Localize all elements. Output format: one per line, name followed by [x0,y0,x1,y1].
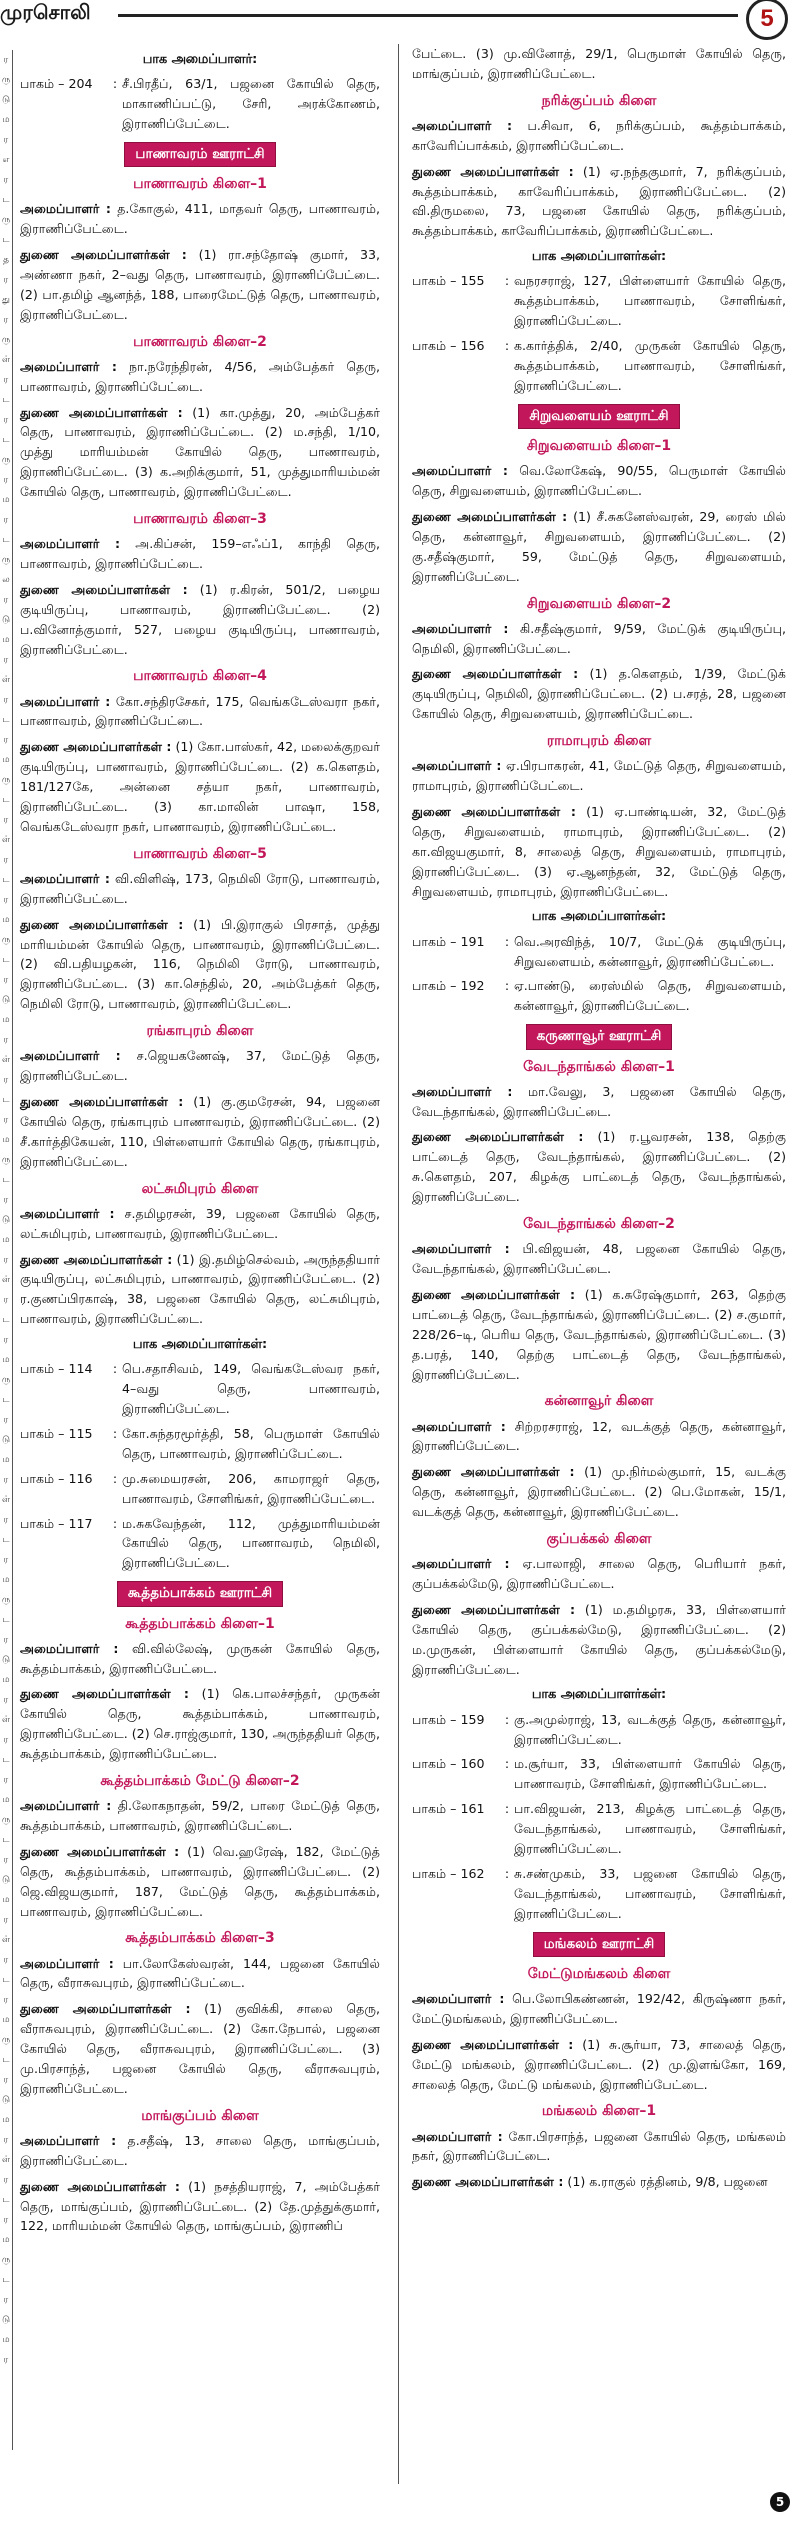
branch-block [20,1927,380,2098]
sliver-fragment: ர [3,595,9,605]
sliver-fragment: ம [2,2015,10,2025]
sliver-fragment: டு [1,95,11,105]
organiser-entry: அமைப்பாளர் : வெ.லோகேஷ், 90/55, பெருமாள் கோயில் தெரு, சிறுவளையம், இராணிப்பேட்டை. [412,463,786,499]
sliver-fragment: ட [2,1175,10,1185]
sliver-fragment: ர [3,315,9,325]
sliver-fragment: ர [3,655,9,665]
sliver-fragment: ட [2,1535,10,1545]
sliver-fragment: ர [3,1695,9,1705]
branch-block [412,1963,786,2095]
sliver-fragment: ட [2,2195,10,2205]
booth-row: பாகம் – 192 : ஏ.பாண்டு, ரைஸ்மில் தெரு, சிறுவளையம், கன்னாவூர், இராணிப்பேட்டை. [412,976,786,1016]
sliver-fragment: ர [3,1035,9,1045]
organiser-entry: அமைப்பாளர் : ப.சிவா, 6, நரிக்குப்பம், கூத்தம்பாக்கம், காவேரிப்பாக்கம், இராணிப்பேட்டை. [412,117,786,153]
organiser-entry: அமைப்பாளர் : ச.ஜெயகணேஷ், 37, மேட்டுத் தெரு, இராணிப்பேட்டை. [20,1048,381,1084]
deputy-organisers-entry: துணை அமைப்பாளர்கள் : (1) ஏ.பாண்டியன், 32, மேட்டுத் தெரு, சிறுவளையம், ராமாபுரம், இராணிப்பேட்டை. (2) கா.விஜயகுமார், 8, சாலைத் தெரு, சிறுவளையம், ராமாபுரம், இராணிப்பேட்டை. (3) ஏ.ஆனந்தன், 32, மேட்டுத் தெரு, சிறுவளையம், ராமாபுரம், இராணிப்பேட்டை. [412,804,786,899]
deputy-organisers-entry: துணை அமைப்பாளர்கள் : (1) சு.சூர்யா, 73, சாலைத் தெரு, மேட்டு மங்கலம், இராணிப்பேட்டை. (2) மு.இளங்கோ, 169, சாலைத் தெரு, மேட்டு மங்கலம், இராணிப்பேட்டை. [412,2036,786,2092]
branch-title: நரிக்குப்பம் கிளை [541,92,657,109]
sliver-fragment: ம [2,1235,10,1245]
sliver-fragment: ட [2,795,10,805]
sliver-fragment: ர [3,1735,9,1745]
sliver-fragment: ர [3,1255,9,1265]
sliver-fragment: ரு [1,2035,11,2045]
deputy-organisers-entry: துணை அமைப்பாளர்கள் : (1) கா.முத்து, 20, அம்பேத்கர் தெரு, பாணாவரம், இராணிப்பேட்டை. (2) ம.சந்தி, 1/10, முத்து மாரியம்மன் கோயில் தெரு, பாணாவரம், இராணிப்பேட்டை. (3) க.அறிக்குமார், 51, முத்துமாரியம்மன் கோயில் தெரு, பாணாவரம், இராணிப்பேட்டை. [20,404,380,500]
branch-block [20,173,380,324]
sliver-fragment: ட [2,875,10,885]
deputy-organisers-entry: துணை அமைப்பாளர்கள் : (1) மு.நிர்மல்குமார், 15, வடக்கு தெரு, கன்னாவூர், இராணிப்பேட்டை. (2) பெ.மோகன், 15/1, வடக்குத் தெரு, கன்னாவூர், இராணிப்பேட்டை. [412,1464,786,1520]
booth-number: பாகம் – 160 [412,1756,485,1772]
booth-list [412,932,786,1017]
sliver-fragment: ர [3,1475,9,1485]
sliver-fragment: ர [3,1635,9,1645]
branch-block [20,665,380,836]
deputy-organisers-entry: துணை அமைப்பாளர்கள் : (1) கெ.பாலச்சந்தர், முருகன் கோயில் தெரு, கூத்தம்பாக்கம், பாணாவரம், இராணிப்பேட்டை. (2) செ.ராஜ்குமார், 130, அருந்ததியர் தெரு, கூத்தம்பாக்கம், இராணிப்பேட்டை. [20,1686,380,1762]
sliver-fragment: ம [2,2115,10,2125]
panchayat-heading: சிறுவளையம் ஊராட்சி [518,404,679,429]
booth-person: கு.அமுல்ராஜ், 13, வடக்குத் தெரு, கன்னாவூர், இராணிப்பேட்டை. [514,1711,786,1747]
sliver-fragment: ர [3,855,9,865]
booth-number: பாகம் – 156 [412,338,485,354]
sliver-fragment: ர [3,815,9,825]
sliver-fragment: டு [1,615,11,625]
booth-row: பாகம் – 162 : சு.சண்முகம், 33, பஜனை கோயில் தெரு, வேடந்தாங்கல், பாணாவரம், சோளிங்கர், இராணிப்பேட்டை. [412,1864,786,1924]
booth-person: மு.சுமையரசன், 206, காமராஜர் தெரு, பாணாவரம், சோளிங்கர், இராணிப்பேட்டை. [122,1470,380,1506]
branch-title: பாணாவரம் கிளை–2 [133,333,267,350]
branch-title: குப்பக்கல் கிளை [546,1530,652,1547]
branch-block [20,2105,380,2237]
booth-number: பாகம் – 115 [20,1425,93,1441]
organiser-entry: அமைப்பாளர் : தி.லோகநாதன், 59/2, பாரை மேட்டுத் தெரு, கூத்தம்பாக்கம், பாணாவரம், இராணிப்பேட்டை. [20,1798,381,1833]
organiser-entry: அமைப்பாளர் : வி.விளிஷ், 173, நெமிலி ரோடு, பாணாவரம், இராணிப்பேட்டை. [20,870,380,906]
booth-number: பாகம் – 162 [412,1865,485,1881]
organiser-entry: அமைப்பாளர் : பா.லோகேஸ்வரன், 144, பஜனை கோயில் தெரு, வீராசுவபுரம், இராணிப்பேட்டை. [20,1955,381,1991]
footer-page-number: 5 [770,2492,790,2512]
sliver-fragment: ம [2,1895,10,1905]
sliver-fragment: ரு [1,215,11,225]
branch-title: கூத்தம்பாக்கம் மேட்டு கிளை–2 [100,1772,300,1789]
branch-block [412,2100,786,2192]
branch-block [20,1020,380,1171]
booth-list [412,1710,786,1924]
sliver-fragment: ட [2,235,10,245]
sliver-fragment: டு [1,995,11,1005]
booth-number: பாகம் – 117 [20,1515,93,1531]
deputy-organisers-entry: துணை அமைப்பாளர்கள் : (1) ர.பூவரசன், 138, தெற்கு பாட்டைத் தெரு, வேடந்தாங்கல், இராணிப்பேட்டை. (2) சு.கௌதம், 207, கிழக்கு பாட்டைத் தெரு, வேடந்தாங்கல், இராணிப்பேட்டை. [412,1129,786,1205]
page-number-badge: 5 [746,0,788,40]
panchayat-heading: பாணாவரம் ஊராட்சி [124,142,275,167]
booth-row: பாகம் – 117 : ம.சுகவேந்தன், 112, முத்துமாரியம்மன் கோயில் தெரு, பாணாவரம், நெமிலி, இராணிப்பேட்டை. [20,1514,380,1574]
sliver-fragment: ர [3,2075,9,2085]
sliver-fragment: ட [2,395,10,405]
booth-person: சு.சண்முகம், 33, பஜனை கோயில் தெரு, வேடந்தாங்கல், பாணாவரம், சோளிங்கர், இராணிப்பேட்டை. [514,1865,786,1921]
sliver-fragment: ள் [1,355,11,365]
page-header [0,0,800,44]
sliver-fragment: ர [3,375,9,385]
booth-list [20,1359,380,1573]
booth-row: பாகம் – 114 : பெ.சதாசிவம், 149, வெங்கடேஸ்வர நகர், 4–வது தெரு, பாணாவரம், இராணிப்பேட்டை. [20,1359,380,1419]
sliver-fragment: ட [2,2275,10,2285]
booth-heading: பாக அமைப்பாளர்கள்: [531,1687,667,1703]
sliver-fragment: ள் [1,1275,11,1285]
branch-block [20,1178,380,1329]
branch-title: லட்சுமிபுரம் கிளை [141,1180,259,1197]
branch-title: கூத்தம்பாக்கம் கிளை–1 [125,1615,275,1632]
sliver-fragment: ர [3,2135,9,2145]
sliver-fragment: ர [3,1855,9,1865]
sliver-fragment: ரு [1,1595,11,1605]
sliver-fragment: ம [2,635,10,645]
sliver-fragment: ரு [1,775,11,785]
sliver-fragment: ம [2,2335,10,2345]
deputy-organisers-entry: துணை அமைப்பாளர்கள் : (1) கு.குமரேசன், 94, பஜனை கோயில் தெரு, ரங்காபுரம் பாணாவரம், இராணிப்பேட்டை. (2) சீ.கார்த்திகேயன், 110, பிள்ளையார் கோயில் தெரு, ரங்காபுரம், இராணிப்பேட்டை. [20,1094,380,1169]
sliver-fragment: ட [2,1835,10,1845]
sliver-fragment: ர [3,2295,9,2305]
organiser-entry: அமைப்பாளர் : கி.சதீஷ்குமார், 9/59, மேட்டுக் குடியிருப்பு, நெமிலி, இராணிப்பேட்டை. [412,620,787,656]
branch-title: பாணாவரம் கிளை–4 [133,668,267,685]
branch-block [412,1213,786,1384]
sliver-fragment: ர [3,695,9,705]
sliver-fragment: ட [2,1395,10,1405]
booth-person: ம.சுகவேந்தன், 112, முத்துமாரியம்மன் கோயில் தெரு, பாணாவரம், நெமிலி, இராணிப்பேட்டை. [122,1515,380,1571]
branch-title: பாணாவரம் கிளை–1 [133,176,267,193]
sliver-fragment: ட [2,1975,10,1985]
sliver-fragment: ர [3,415,9,425]
organiser-entry: அமைப்பாளர் : ஏ.பிரபாகரன், 41, மேட்டுத் தெரு, சிறுவளையம், ராமாபுரம், இராணிப்பேட்டை. [412,758,787,794]
sliver-fragment: ள் [1,675,11,685]
booth-person: பா.விஜயன், 213, கிழக்கு பாட்டைத் தெரு, வேடந்தாங்கல், பாணாவரம், சோளிங்கர், இராணிப்பேட்டை. [514,1801,786,1856]
booth-row: பாகம் – 159 : கு.அமுல்ராஜ், 13, வடக்குத் தெரு, கன்னாவூர், இராணிப்பேட்டை. [412,1710,786,1750]
organiser-entry: அமைப்பாளர் : அ.கிப்சன், 159–எஃப்1, காந்தி தெரு, பாணாவரம், இராணிப்பேட்டை. [20,536,381,572]
sliver-fragment: ர [3,175,9,185]
sliver-fragment: ர [3,735,9,745]
sliver-fragment: ட [2,195,10,205]
sliver-fragment: ர [3,975,9,985]
branch-block [412,1528,786,1679]
booth-number: பாகம் – 204 [20,76,93,92]
booth-number: பாகம் – 161 [412,1801,485,1817]
deputy-organisers-entry: துணை அமைப்பாளர்கள் : (1) கோ.பாஸ்கர், 42, மலைக்குறவர் குடியிருப்பு, பாணாவரம், இராணிப்பேட்டை. (2) க.கௌதம், 181/127கே, அன்னை சத்யா நகர், பாணாவரம், இராணிப்பேட்டை. (3) கா.மாலின் பாஷா, 158, வெங்கடேஸ்வரா நகர், பாணாவரம், இராணிப்பேட்டை. [20,739,380,834]
sliver-fragment: ம [2,1355,10,1365]
sliver-fragment: ர [3,895,9,905]
deputy-organisers-entry: துணை அமைப்பாளர்கள் : (1) இ.தமிழ்செல்வம், அருந்ததியார் குடியிருப்பு, லட்சுமிபுரம், பாணாவரம், இராணிப்பேட்டை. (2) ர.குணப்பிரகாஷ், 38, பஜனை கோயில் தெரு, லட்சுமிபுரம், பாணாவரம், இராணிப்பேட்டை. [20,1251,380,1327]
branch-block [412,1390,786,1522]
sliver-fragment: ர [3,515,9,525]
column-right [412,44,786,2198]
branch-title: மங்கலம் கிளை–1 [541,2103,657,2120]
booth-number: பாகம் – 159 [412,1711,485,1727]
organiser-entry: அமைப்பாளர் : ச.தமிழரசன், 39, பஜனை கோயில் தெரு, லட்சுமிபுரம், பாணாவரம், இராணிப்பேட்டை. [20,1205,381,1241]
booth-person: பெ.சதாசிவம், 149, வெங்கடேஸ்வர நகர், 4–வது தெரு, பாணாவரம், இராணிப்பேட்டை. [122,1361,380,1417]
sliver-fragment: ர [3,2355,9,2365]
branch-title: சிறுவளையம் கிளை–1 [526,438,672,455]
sliver-fragment: ர [3,1115,9,1125]
sliver-fragment: ம [2,1575,10,1585]
booth-row: பாகம் – 191 : வெ.அரவிந்த், 10/7, மேட்டுக் குடியிருப்பு, சிறுவளையம், கன்னாவூர், இராணிப்பேட்டை. [412,932,786,972]
sliver-fragment: ட [2,1095,10,1105]
organiser-entry: அமைப்பாளர் : த.கோகுல், 411, மாதவர் தெரு, பாணாவரம், இராணிப்பேட்டை. [20,201,380,237]
sliver-fragment: ம [2,1795,10,1805]
branch-title: ரங்காபுரம் கிளை [146,1023,254,1040]
sliver-fragment: ட [2,715,10,725]
sliver-fragment: ட [2,435,10,445]
branch-title: கூத்தம்பாக்கம் கிளை–3 [125,1930,275,1947]
booth-row: பாகம் – 204 : சீ.பிரதீப், 63/1, பஜனை கோயில் தெரு, மாகாணிப்பட்டு, சேரி, அரக்கோணம், இராணிப்பேட்டை. [20,74,380,134]
deputy-organisers-entry: துணை அமைப்பாளர்கள் : (1) ரா.சந்தோஷ் குமார், 33, அண்ணா நகர், 2–வது தெரு, பாணாவரம், இராணிப்பேட்டை. (2) பா.தமிழ் ஆனந்த், 188, பாரைமேட்டுத் தெரு, பாணாவரம், இராணிப்பேட்டை. [20,247,381,322]
booth-person: வநரசராஜ், 127, பிள்ளையார் கோயில் தெரு, கூத்தம்பாக்கம், பாணாவரம், சோளிங்கர், இராணிப்பேட்டை. [514,273,786,329]
branch-title: வேடந்தாங்கல் கிளை–2 [523,1216,675,1233]
organiser-entry: அமைப்பாளர் : கோ.சந்திரசேகர், 175, வெங்கடேஸ்வரா நகர், பாணாவரம், இராணிப்பேட்டை. [20,693,381,729]
deputy-organisers-entry: துணை அமைப்பாளர்கள் : (1) ஏ.நந்தகுமார், 7, நரிக்குப்பம், கூத்தம்பாக்கம், காவேரிப்பாக்கம், இராணிப்பேட்டை. (2) வி.திருமலை, 73, பஜனை கோயில் தெரு, நரிக்குப்பம், கூத்தம்பாக்கம், காவேரிப்பாக்கம், இராணிப்பேட்டை. [412,163,786,239]
sliver-fragment: ள் [1,1715,11,1725]
column-left [20,44,380,2242]
deputy-organisers-entry: துணை அமைப்பாளர்கள் : (1) நசத்தியராஜ், 7, அம்பேத்கர் தெரு, மாங்குப்பம், இராணிப்பேட்டை. (2) தே.முத்துக்குமார், 122, மாரியம்மன் கோயில் தெரு, மாங்குப்பம், இராணிப் [20,2178,380,2234]
deputy-organisers-entry: துணை அமைப்பாளர்கள் : (1) த.கௌதம், 1/39, மேட்டுக் குடியிருப்பு, நெமிலி, இராணிப்பேட்டை. (2) ப.சரத், 28, பஜனை கோயில் தெரு, சிறுவளையம், இராணிப்பேட்டை. [412,666,786,722]
sliver-fragment: ர [3,1915,9,1925]
sliver-fragment: டு [1,2315,11,2325]
deputy-organisers-entry: துணை அமைப்பாளர்கள் : (1) பி.இராகுல் பிரசாத், முத்து மாரியம்மன் கோயில் தெரு, பாணாவரம், இராணிப்பேட்டை. (2) வி.பதியழகன், 116, நெமிலி ரோடு, பாணாவரம், இராணிப்பேட்டை. (3) கா.செந்தில், 20, அம்பேத்கர் தெரு, நெமிலி ரோடு, பாணாவரம், இராணிப்பேட்டை. [20,916,380,1012]
sliver-fragment: ர [3,1295,9,1305]
booth-person: ம.சூர்யா, 33, பிள்ளையார் கோயில் தெரு, பாணாவரம், சோளிங்கர், இராணிப்பேட்டை. [514,1756,786,1792]
booth-heading: பாக அமைப்பாளர்: [142,52,258,67]
sliver-fragment: ர [3,1515,9,1525]
branch-title: வேடந்தாங்கல் கிளை–1 [523,1058,675,1075]
booth-row: பாகம் – 115 : கோ.சுந்தரமூர்த்தி, 58, பெருமாள் கோயில் தெரு, பாணாவரம், இராணிப்பேட்டை. [20,1424,380,1464]
sliver-fragment: ம [2,115,10,125]
booth-person: கோ.சுந்தரமூர்த்தி, 58, பெருமாள் கோயில் தெரு, பாணாவரம், இராணிப்பேட்டை. [122,1425,380,1461]
sliver-fragment: ரு [1,555,11,565]
organiser-entry: அமைப்பாளர் : சிற்றரசராஜ், 12, வடக்குத் தெரு, கன்னாவூர், இராணிப்பேட்டை. [412,1418,786,1454]
sliver-fragment: ரு [1,455,11,465]
sliver-fragment: ட [2,1755,10,1765]
sliver-fragment: ட [2,1315,10,1325]
sliver-fragment: ர [3,2215,9,2225]
sliver-fragment: ர [3,1555,9,1565]
branch-title: பாணாவரம் கிளை–3 [133,511,267,528]
sliver-fragment: ம [2,1015,10,1025]
masthead: முரசொலி [0,2,91,24]
organiser-entry: அமைப்பாளர் : நா.நரேந்திரன், 4/56, அம்பேத்கர் தெரு, பாணாவரம், இராணிப்பேட்டை. [20,358,380,394]
sliver-fragment: ரு [1,75,11,85]
booth-row: பாகம் – 155 : வநரசராஜ், 127, பிள்ளையார் கோயில் தெரு, கூத்தம்பாக்கம், பாணாவரம், சோளிங்கர், இராணிப்பேட்டை. [412,271,786,331]
deputy-organisers-entry: துணை அமைப்பாளர்கள் : (1) சீ.சுகனேஸ்வரன், 29, ரைஸ் மில் தெரு, கன்னாவூர், சிறுவளையம், இராணிப்பேட்டை. (2) கு.சதீஷ்குமார், 59, மேட்டுத் தெரு, சிறுவளையம், இராணிப்பேட்டை. [412,509,787,584]
sliver-fragment: எ [2,155,10,165]
sliver-fragment: ர [3,475,9,485]
column-divider [398,44,399,2484]
booth-row: பாகம் – 116 : மு.சுமையரசன், 206, காமராஜர் தெரு, பாணாவரம், சோளிங்கர், இராணிப்பேட்டை. [20,1469,380,1509]
sliver-fragment: ட [2,2055,10,2065]
sliver-fragment: டு [1,1435,11,1445]
sliver-fragment: ர [3,1195,9,1205]
branch-block [412,730,786,901]
booth-number: பாகம் – 114 [20,1361,93,1377]
sliver-fragment: ட [2,1615,10,1625]
sliver-fragment: ரு [1,1155,11,1165]
sliver-fragment: ள் [1,1935,11,1945]
organiser-entry: அமைப்பாளர் : வி.வில்லேஷ், முருகன் கோயில் தெரு, கூத்தம்பாக்கம், இராணிப்பேட்டை. [20,1640,380,1676]
booth-heading: பாக அமைப்பாளர்கள்: [132,1337,268,1353]
sliver-fragment: ள் [1,835,11,845]
sliver-fragment: ம [2,1675,10,1685]
branch-title: பாணாவரம் கிளை–5 [133,845,267,862]
sliver-fragment: ர [3,1955,9,1965]
branch-block [20,1770,380,1921]
branch-block [20,1613,380,1764]
sliver-fragment: ர [3,1335,9,1345]
branch-block [412,435,786,586]
sliver-fragment: ம [2,1455,10,1465]
booth-row: பாகம் – 160 : ம.சூர்யா, 33, பிள்ளையார் கோயில் தெரு, பாணாவரம், சோளிங்கர், இராணிப்பேட்டை. [412,1754,786,1794]
sliver-fragment: ல [2,575,10,585]
sliver-fragment: ரு [1,935,11,945]
sliver-fragment: ம [2,2235,10,2245]
sliver-fragment: ட [2,955,10,965]
booth-person: க.கார்த்திக், 2/40, முருகன் கோயில் தெரு, கூத்தம்பாக்கம், பாணாவரம், சோளிங்கர், இராணிப்பேட்டை. [514,338,786,393]
sliver-fragment: ம [2,1135,10,1145]
deputy-organisers-entry: துணை அமைப்பாளர்கள் : (1) வெ.ஹரேஷ், 182, மேட்டுத் தெரு, கூத்தம்பாக்கம், பாணாவரம், இராணிப்பேட்டை. (2) ஜெ.விஜயகுமார், 187, மேட்டுத் தெரு, கூத்தம்பாக்கம், பாணாவரம், இராணிப்பேட்டை. [20,1843,381,1919]
sliver-fragment: ம [2,495,10,505]
sliver-fragment: ர [3,1415,9,1425]
continued-text: பேட்டை. (3) மு.வினோத், 29/1, பெருமாள் கோயில் தெரு, மாங்குப்பம், இராணிப்பேட்டை. [412,46,786,81]
deputy-organisers-entry: துணை அமைப்பாளர்கள் : (1) க.ராகுல் ரத்தினம், 9/8, பஜனை [412,2174,768,2190]
branch-title: சிறுவளையம் கிளை–2 [526,595,672,612]
organiser-entry: அமைப்பாளர் : பெ.லோபிகண்ணன், 192/42, கிருஷ்ணா நகர், மேட்டுமங்கலம், இராணிப்பேட்டை. [412,1990,786,2026]
organiser-entry: அமைப்பாளர் : கோ.பிரசாந்த், பஜனை கோயில் தெரு, மங்கலம் நகர், இராணிப்பேட்டை. [412,2128,786,2164]
booth-heading: பாக அமைப்பாளர்கள்: [531,909,667,925]
booth-person: ஏ.பாண்டு, ரைஸ்மில் தெரு, சிறுவளையம், கன்னாவூர், இராணிப்பேட்டை. [514,978,786,1014]
booth-person: சீ.பிரதீப், 63/1, பஜனை கோயில் தெரு, மாகாணிப்பட்டு, சேரி, அரக்கோணம், இராணிப்பேட்டை. [122,76,380,131]
booth-list [412,271,786,395]
sliver-fragment: த [3,255,9,265]
sliver-fragment: டு [1,1655,11,1665]
panchayat-heading: கூத்தம்பாக்கம் ஊராட்சி [117,1581,283,1606]
branch-block [20,331,380,502]
sliver-fragment: ர [3,2175,9,2185]
booth-number: பாகம் – 116 [20,1470,93,1486]
branch-block [20,508,380,659]
sliver-fragment: ர [3,135,9,145]
booth-heading: பாக அமைப்பாளர்கள்: [531,249,667,265]
booth-row: பாகம் – 161 : பா.விஜயன், 213, கிழக்கு பாட்டைத் தெரு, வேடந்தாங்கல், பாணாவரம், சோளிங்கர், இராணிப்பேட்டை. [412,1799,786,1859]
branch-block [412,90,786,241]
sliver-fragment: ள் [1,1055,11,1065]
booth-number: பாகம் – 155 [412,273,485,289]
sliver-fragment: ர [3,1075,9,1085]
sliver-fragment: ரு [1,1375,11,1385]
sliver-fragment: ம [2,915,10,925]
sliver-fragment: ர [3,275,9,285]
sliver-fragment: ர [3,1995,9,2005]
sliver-fragment: டு [1,1215,11,1225]
booth-row: பாகம் – 156 : க.கார்த்திக், 2/40, முருகன் கோயில் தெரு, கூத்தம்பாக்கம், பாணாவரம், சோளிங்கர், இராணிப்பேட்டை. [412,336,786,396]
sliver-fragment: ட [2,535,10,545]
booth-number: பாகம் – 191 [412,933,485,949]
sliver-fragment: து [2,295,10,305]
sliver-fragment: டு [1,1875,11,1885]
branch-title: மேட்டுமங்கலம் கிளை [527,1965,671,1982]
sliver-fragment: டு [1,2095,11,2105]
booth-number: பாகம் – 192 [412,978,485,994]
sliver-fragment: ம [2,755,10,765]
branch-block [412,1056,786,1207]
panchayat-heading: மங்கலம் ஊராட்சி [533,1932,665,1957]
branch-block [412,593,786,725]
sliver-fragment: ள் [1,1495,11,1505]
adjacent-column-sliver [0,50,13,2450]
branch-title: மாங்குப்பம் கிளை [141,2107,259,2124]
deputy-organisers-entry: துணை அமைப்பாளர்கள் : (1) ர.கிரன், 501/2, பழைய குடியிருப்பு, பாணாவரம், இராணிப்பேட்டை. (2) ப.வினோத்குமார், 527, பழைய குடியிருப்பு, பாணாவரம், இராணிப்பேட்டை. [20,581,381,657]
branch-block [20,843,380,1014]
sliver-fragment: ரு [1,335,11,345]
sliver-fragment: ரு [1,1815,11,1825]
deputy-organisers-entry: துணை அமைப்பாளர்கள் : (1) குவிக்கி, சாலை தெரு, வீராசுவபுரம், இராணிப்பேட்டை. (2) கோ.நேபால், பஜனை கோயில் தெரு, வீராசுவபுரம், இராணிப்பேட்டை. (3) மு.பிரசாந்த், பஜனை கோயில் தெரு, வீராசுவபுரம், இராணிப்பேட்டை. [20,2001,381,2096]
sliver-fragment: ர [3,1775,9,1785]
sliver-fragment: ர [3,55,9,65]
deputy-organisers-entry: துணை அமைப்பாளர்கள் : (1) க.சுரேஷ்குமார், 263, தெற்கு பாட்டைத் தெரு, வேடந்தாங்கல், இராணிப்பேட்டை. (2) ச.குமார், 228/26–டி, பெரிய தெரு, வேடந்தாங்கல், இராணிப்பேட்டை. (3) த.பரத், 140, தெற்கு பாட்டைத் தெரு, வேடந்தாங்கல், இராணிப்பேட்டை. [412,1286,786,1382]
branch-title: ராமாபுரம் கிளை [546,733,652,750]
organiser-entry: அமைப்பாளர் : த.சதீஷ், 13, சாலை தெரு, மாங்குப்பம், இராணிப்பேட்டை. [20,2132,381,2168]
deputy-organisers-entry: துணை அமைப்பாளர்கள் : (1) ம.தமிழரசு, 33, பிள்ளையார் கோயில் தெரு, குப்பக்கல்மேடு, இராணிப்பேட்டை. (2) ம.முருகன், பிள்ளையார் கோயில் தெரு, குப்பக்கல்மேடு, இராணிப்பேட்டை. [412,1601,786,1677]
header-rule [118,14,738,17]
organiser-entry: அமைப்பாளர் : மா.வேலு, 3, பஜனை கோயில் தெரு, வேடந்தாங்கல், இராணிப்பேட்டை. [412,1083,786,1119]
organiser-entry: அமைப்பாளர் : ஏ.பாலாஜி, சாலை தெரு, பெரியார் நகர், குப்பக்கல்மேடு, இராணிப்பேட்டை. [412,1556,786,1591]
organiser-entry: அமைப்பாளர் : பி.விஜயன், 48, பஜனை கோயில் தெரு, வேடந்தாங்கல், இராணிப்பேட்டை. [412,1241,786,1277]
panchayat-heading: கருணாவூர் ஊராட்சி [526,1024,673,1049]
sliver-fragment: ள் [1,2155,11,2165]
branch-title: கன்னாவூர் கிளை [544,1393,654,1410]
booth-person: வெ.அரவிந்த், 10/7, மேட்டுக் குடியிருப்பு, சிறுவளையம், கன்னாவூர், இராணிப்பேட்டை. [514,933,786,969]
sliver-fragment: ரு [1,2255,11,2265]
